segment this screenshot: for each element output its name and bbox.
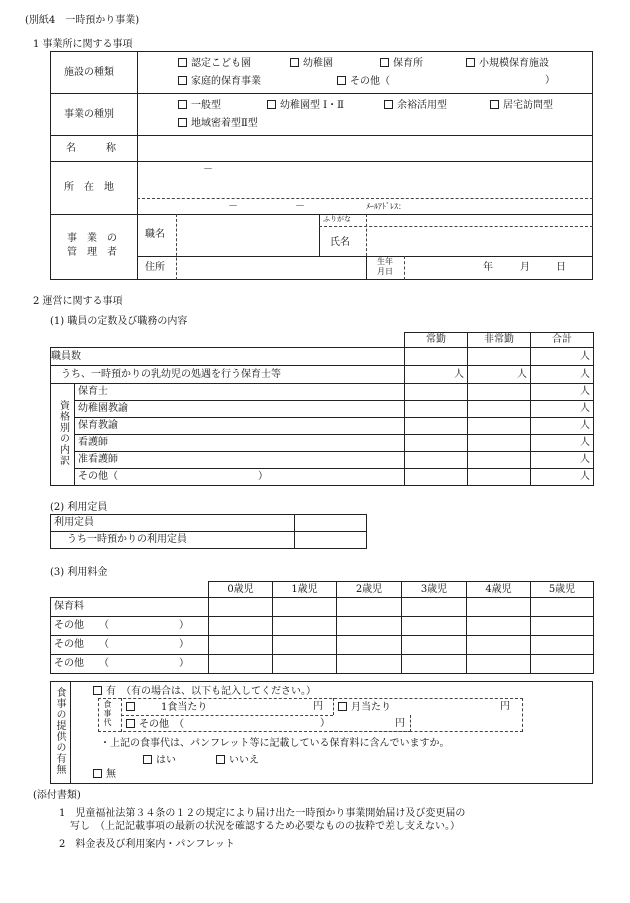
- birth-year: 年: [483, 262, 493, 273]
- age-5: 5歳児: [531, 582, 594, 598]
- meal-yes-option[interactable]: 有 （有の場合は、以下も記入してください。）: [93, 686, 316, 697]
- col-total: 合計: [531, 333, 594, 348]
- nursery-staff-parttime[interactable]: 人: [468, 366, 531, 384]
- per-month-yen: 円: [500, 701, 510, 712]
- checkbox-icon: [490, 100, 499, 109]
- meal-included-yes[interactable]: はい: [143, 755, 176, 766]
- type-opt-general[interactable]: 一般型: [178, 100, 221, 111]
- qual-total-4[interactable]: 人: [531, 452, 594, 469]
- checkbox-icon: [143, 755, 152, 764]
- manager-label-1: 事 業 の: [67, 233, 117, 244]
- age-1: 1歳児: [273, 582, 337, 598]
- capacity-value[interactable]: [295, 515, 367, 532]
- temp-capacity-label: うち一時預かりの利用定員: [51, 532, 295, 549]
- checkbox-icon: [337, 76, 346, 85]
- email-label: ﾒｰﾙｱﾄﾞﾚｽ：: [366, 202, 406, 211]
- attachment-item-1b: 写し （上記記載事項の最新の状況を確認するため必要なものの抜粋で差し支えない。）: [70, 821, 460, 832]
- qual-total-5[interactable]: 人: [531, 469, 594, 486]
- type-opt-home-visit[interactable]: 居宅訪問型: [490, 100, 553, 111]
- staff-count-total[interactable]: 人: [531, 348, 594, 366]
- checkbox-icon: [290, 58, 299, 67]
- type-opt-youchien[interactable]: 幼稚園型 Ⅰ・Ⅱ: [267, 100, 344, 111]
- staff-count-parttime[interactable]: [468, 348, 531, 366]
- type-opt-surplus[interactable]: 余裕活用型: [384, 100, 447, 111]
- manager-address-label: 住所: [145, 262, 165, 273]
- age-0: 0歳児: [209, 582, 273, 598]
- meal-included-question: ・上記の食事代は、パンフレット等に記載している保育料に含んでいますか。: [100, 738, 450, 749]
- facility-opt-youchien[interactable]: 幼稚園: [290, 58, 333, 69]
- facility-opt-small[interactable]: 小規模保育施設: [466, 58, 549, 69]
- manager-label-2: 管 理 者: [67, 247, 117, 258]
- checkbox-icon: [216, 755, 225, 764]
- attachment-item-2: 2 料金表及び利用案内・パンフレット: [59, 839, 235, 850]
- birth-label-1: 生年: [377, 257, 393, 266]
- facility-other-close: ）: [545, 75, 555, 86]
- type-opt-community[interactable]: 地域密着型Ⅱ型: [178, 118, 258, 129]
- meal-other-close: ）: [320, 718, 330, 729]
- capacity-table: [50, 514, 367, 549]
- qual-hoikushi: 保育士: [75, 384, 405, 401]
- qual-nurse: 看護師: [75, 435, 405, 452]
- nursery-staff-label: うち、一時預かりの乳幼児の処遇を行う保育士等: [51, 366, 405, 384]
- section1-title: 1 事業所に関する事項: [33, 39, 133, 50]
- furigana-label: ふりがな: [323, 215, 351, 223]
- tel-dash-2: －: [295, 201, 305, 212]
- checkbox-icon: [178, 58, 187, 67]
- attachments-title: (添付書類): [33, 790, 81, 801]
- nursery-staff-total[interactable]: 人: [531, 366, 594, 384]
- fee-row-label: 保育料: [51, 598, 209, 617]
- facility-opt-other[interactable]: その他（: [337, 76, 390, 87]
- meal-cost-label: 食事代: [103, 700, 112, 727]
- birth-label-2: 月日: [377, 267, 393, 276]
- checkbox-icon: [466, 58, 475, 67]
- manager-address-field[interactable]: [177, 257, 365, 279]
- temp-capacity-value[interactable]: [295, 532, 367, 549]
- qual-total-0[interactable]: 人: [531, 384, 594, 401]
- job-title-field[interactable]: [177, 215, 318, 255]
- qualification-label: 資格別の内訳: [51, 384, 75, 486]
- attachment-item-1a: 1 児童福祉法第３４条の１２の規定により届け出た一時預かり事業開始届け及び変更届の: [59, 808, 466, 819]
- qual-other: その他（ ）: [75, 469, 405, 486]
- manager-name-field[interactable]: [367, 227, 592, 255]
- staff-count-label: 職員数: [51, 348, 405, 366]
- subsection-capacity-title: (2) 利用定員: [50, 502, 108, 513]
- facility-opt-home[interactable]: 家庭的保育事業: [178, 76, 261, 87]
- checkbox-icon: [126, 702, 135, 711]
- manager-name-label: 氏名: [330, 237, 350, 248]
- type-label: 事業の種別: [64, 109, 114, 120]
- checkbox-icon: [178, 100, 187, 109]
- fee-row-label: その他 （ ）: [51, 617, 209, 636]
- age-2: 2歳児: [337, 582, 402, 598]
- per-month-option[interactable]: 月当たり: [338, 702, 391, 713]
- qual-total-2[interactable]: 人: [531, 418, 594, 435]
- facility-label: 施設の種類: [64, 67, 114, 78]
- form-header: (別紙4 一時預かり事業): [25, 15, 140, 26]
- col-parttime: 非常勤: [468, 333, 531, 348]
- facility-opt-kodomoen[interactable]: 認定こども園: [178, 58, 251, 69]
- meal-no-option[interactable]: 無: [93, 769, 116, 780]
- subsection-staff-title: (1) 職員の定数及び職務の内容: [50, 316, 188, 327]
- qual-assistant-nurse: 准看護師: [75, 452, 405, 469]
- capacity-label: 利用定員: [51, 515, 295, 532]
- qual-youchien-kyoyu: 幼稚園教諭: [75, 401, 405, 418]
- birth-month: 月: [520, 262, 530, 273]
- age-3: 3歳児: [402, 582, 467, 598]
- name-label: 名 称: [66, 143, 116, 154]
- address-field[interactable]: [138, 162, 592, 197]
- meal-other-option[interactable]: その他 （: [126, 719, 184, 730]
- fee-row-label: その他 （ ）: [51, 655, 209, 674]
- qual-hoiku-kyoyu: 保育教諭: [75, 418, 405, 435]
- address-label: 所 在 地: [64, 182, 114, 193]
- meal-included-no[interactable]: いいえ: [216, 755, 259, 766]
- checkbox-icon: [338, 702, 347, 711]
- staff-count-fulltime[interactable]: [405, 348, 468, 366]
- staff-table: [50, 332, 594, 486]
- facility-opt-hoikusho[interactable]: 保育所: [380, 58, 423, 69]
- birth-day: 日: [556, 262, 566, 273]
- fee-row-label: その他 （ ）: [51, 636, 209, 655]
- per-meal-option[interactable]: 1食当たり: [126, 702, 207, 713]
- age-4: 4歳児: [467, 582, 531, 598]
- checkbox-icon: [178, 118, 187, 127]
- checkbox-icon: [93, 769, 102, 778]
- checkbox-icon: [267, 100, 276, 109]
- qual-total-1[interactable]: 人: [531, 401, 594, 418]
- checkbox-icon: [178, 76, 187, 85]
- checkbox-icon: [380, 58, 389, 67]
- per-meal-yen: 円: [313, 701, 323, 712]
- job-title-label: 職名: [145, 229, 165, 240]
- subsection-fee-title: (3) 利用料金: [50, 567, 108, 578]
- qual-total-3[interactable]: 人: [531, 435, 594, 452]
- section2-title: 2 運営に関する事項: [33, 296, 123, 307]
- nursery-staff-fulltime[interactable]: 人: [405, 366, 468, 384]
- checkbox-icon: [384, 100, 393, 109]
- name-field[interactable]: [138, 136, 592, 160]
- col-fulltime: 常勤: [405, 333, 468, 348]
- checkbox-icon: [126, 719, 135, 728]
- fee-table: [50, 581, 594, 674]
- meal-label: 食事の提供の有無: [54, 687, 65, 775]
- postal-dash: －: [203, 164, 213, 175]
- tel-dash-1: －: [228, 201, 238, 212]
- checkbox-icon: [93, 686, 102, 695]
- meal-other-yen: 円: [395, 718, 405, 729]
